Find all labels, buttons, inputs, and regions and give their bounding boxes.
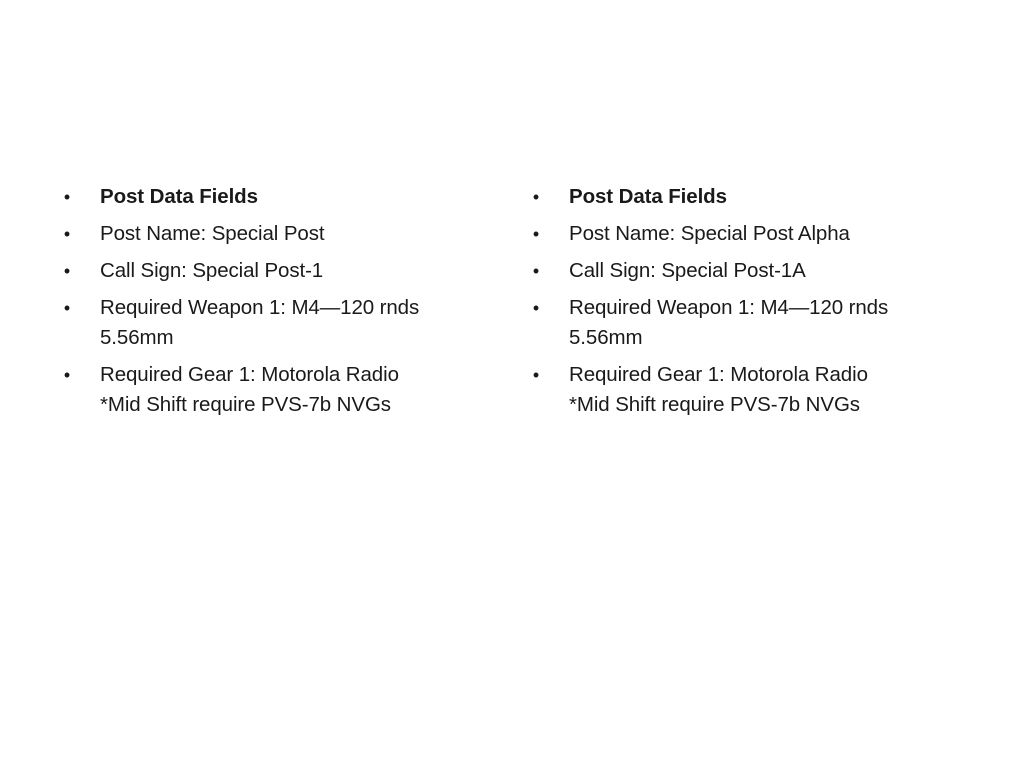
- right-column: [527, 182, 947, 420]
- bullet-item-weapon: [527, 293, 947, 353]
- mid-shift-note: *Mid Shift require PVS-7b NVGs: [569, 393, 860, 416]
- call-sign-text: Call Sign: Special Post-1: [100, 259, 324, 282]
- bullet-item-post-name: [527, 219, 947, 249]
- bullet-icon: •: [63, 187, 71, 207]
- post-data-heading: Post Data Fields: [569, 185, 727, 208]
- required-gear-text: Required Gear 1: Motorola Radio: [569, 363, 868, 386]
- bullet-item-heading: [58, 182, 478, 212]
- mid-shift-note: *Mid Shift require PVS-7b NVGs: [100, 393, 391, 416]
- bullet-icon: •: [532, 187, 540, 207]
- bullet-item-heading: [527, 182, 947, 212]
- bullet-item-gear: [527, 360, 947, 390]
- required-weapon-text: Required Weapon 1: M4—120 rnds 5.56mm: [100, 296, 420, 349]
- post-name-text: Post Name: Special Post: [100, 222, 325, 245]
- bullet-icon: •: [532, 224, 540, 244]
- bullet-icon: •: [532, 261, 540, 281]
- bullet-icon: •: [63, 365, 71, 385]
- call-sign-text: Call Sign: Special Post-1A: [569, 259, 806, 282]
- bullet-icon: •: [63, 298, 71, 318]
- bullet-icon: •: [532, 298, 540, 318]
- bullet-icon: •: [532, 365, 540, 385]
- post-name-text: Post Name: Special Post Alpha: [569, 222, 850, 245]
- post-data-heading: Post Data Fields: [100, 185, 258, 208]
- bullet-icon: •: [63, 261, 71, 281]
- bullet-item-call-sign: [58, 256, 478, 286]
- bullet-icon: •: [63, 224, 71, 244]
- bullet-item-post-name: [58, 219, 478, 249]
- required-weapon-text: Required Weapon 1: M4—120 rnds 5.56mm: [569, 296, 889, 349]
- bullet-item-gear: [58, 360, 478, 390]
- bullet-item-call-sign: [527, 256, 947, 286]
- required-gear-text: Required Gear 1: Motorola Radio: [100, 363, 399, 386]
- bullet-item-weapon: [58, 293, 478, 353]
- left-column: [58, 182, 478, 420]
